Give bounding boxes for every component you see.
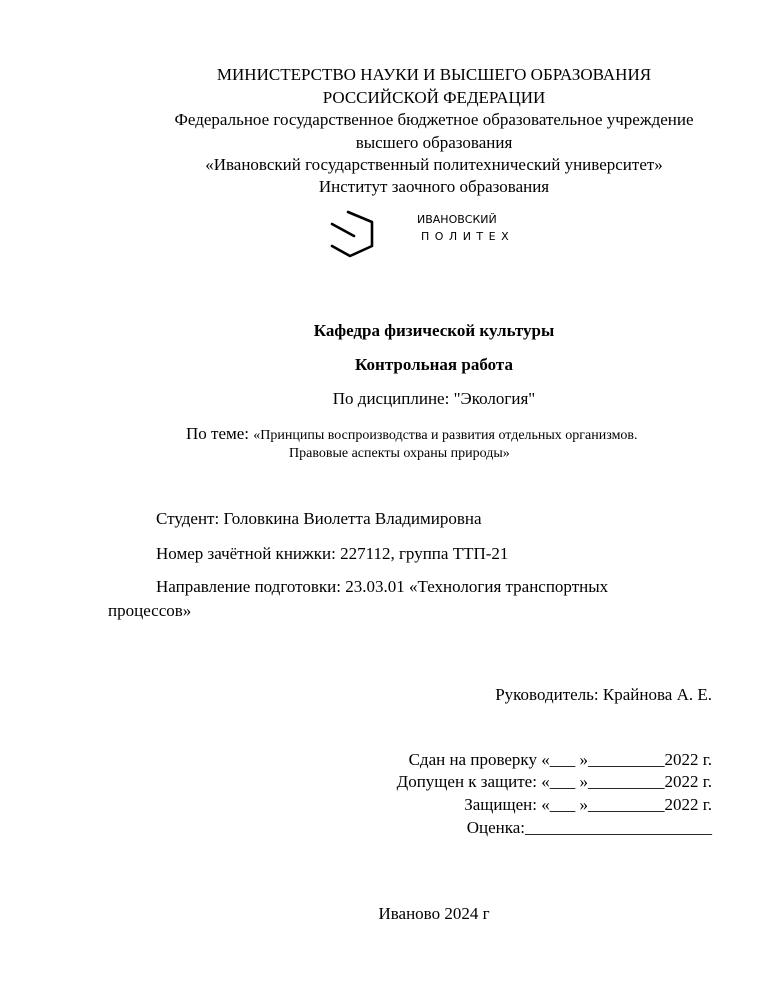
discipline-line: По дисциплине: "Экология" [332, 389, 536, 408]
grade-line: Оценка:______________________ [466, 818, 712, 837]
institute-name: Институт заочного образования [318, 177, 550, 196]
admitted-line: Допущен к защите: «___ »_________2022 г. [396, 772, 712, 791]
direction-line-2: процессов» [108, 601, 192, 620]
record-book: Номер зачётной книжки: 227112, группа ТТП-21 [156, 544, 509, 563]
defended-line: Защищен: «___ »_________2022 г. [464, 795, 712, 814]
hexagon-logo-icon [328, 208, 380, 260]
submitted-line: Сдан на проверку «___ »_________2022 г. [408, 750, 712, 769]
topic-text-1: «Принципы воспроизводства и развития отдельных организмов. [253, 428, 638, 443]
work-type-title: Контрольная работа [355, 355, 513, 374]
topic-line-2: Правовые аспекты охраны природы» [289, 446, 510, 461]
direction-line-1: Направление подготовки: 23.03.01 «Технология транспортных [156, 577, 609, 596]
university-name: «Ивановский государственный политехнический университет» [205, 155, 663, 174]
department-title: Кафедра физической культуры [313, 321, 555, 340]
logo-text-1: ИВАНОВСКИЙ [417, 213, 497, 226]
student-name: Студент: Головкина Виолетта Владимировна [156, 509, 482, 528]
ministry-line-1: МИНИСТЕРСТВО НАУКИ И ВЫСШЕГО ОБРАЗОВАНИЯ [216, 65, 652, 84]
institution-line-2: высшего образования [355, 133, 513, 152]
supervisor-line: Руководитель: Крайнова А. Е. [495, 685, 712, 704]
logo-text-2: П О Л И Т Е Х [421, 230, 510, 243]
topic-label: По теме: [186, 424, 254, 443]
ministry-line-2: РОССИЙСКОЙ ФЕДЕРАЦИИ [322, 88, 546, 107]
city-year: Иваново 2024 г [378, 904, 490, 923]
institution-line-1: Федеральное государственное бюджетное образовательное учреждение [174, 110, 694, 129]
